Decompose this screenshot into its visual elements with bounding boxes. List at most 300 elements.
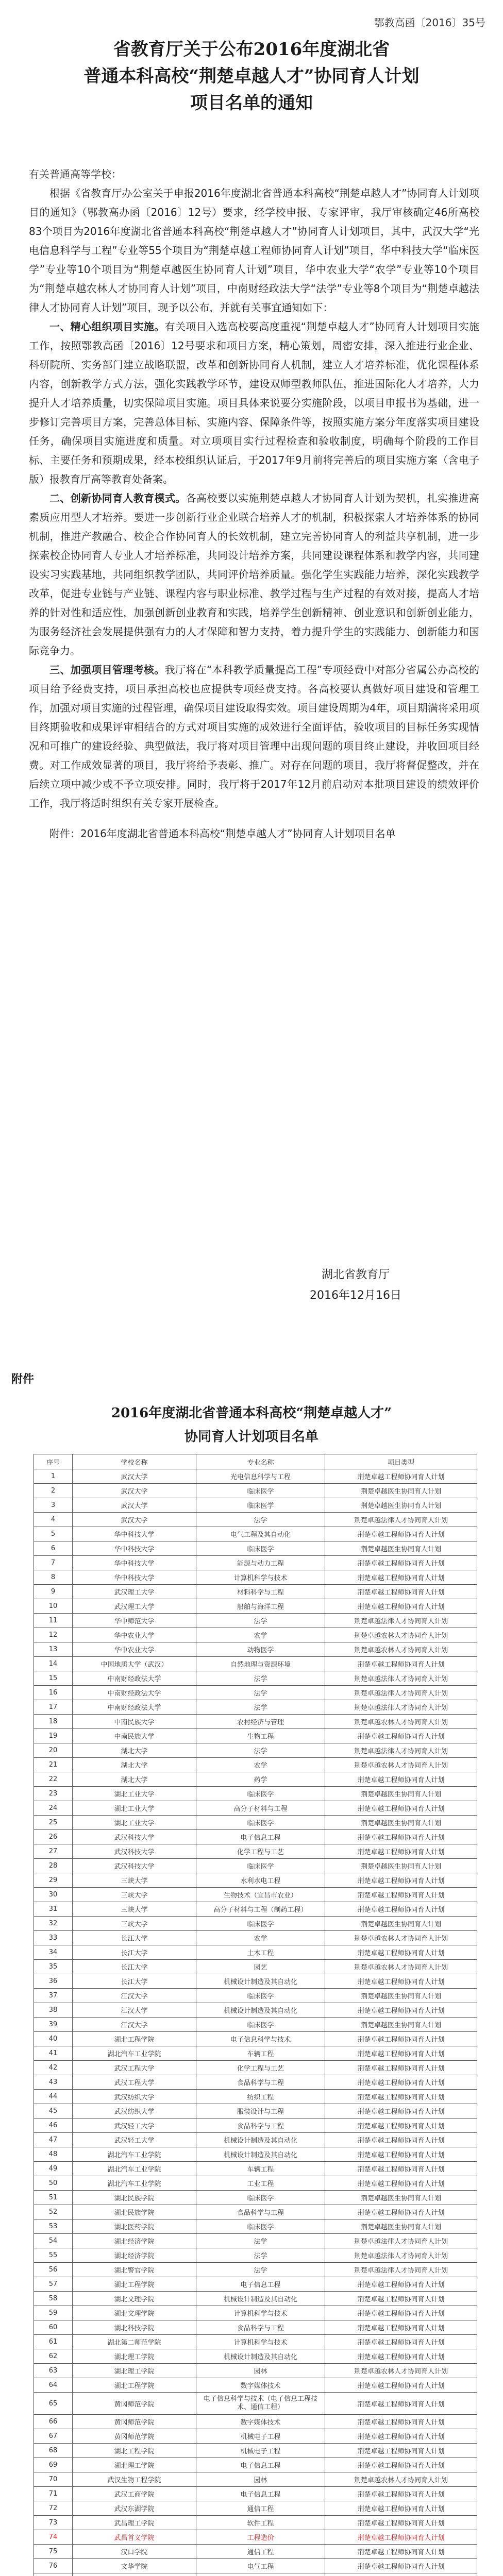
cell-number: 34 xyxy=(34,1945,73,1960)
cell-type: 荆楚卓越工程师协同育人计划 xyxy=(325,1527,477,1541)
cell-number: 52 xyxy=(34,2205,73,2219)
cell-type: 荆楚卓越工程师协同育人计划 xyxy=(325,1469,477,1484)
cell-major: 临床医学 xyxy=(196,1917,325,1931)
table-row xyxy=(34,2061,477,2075)
paragraph-model xyxy=(29,489,479,660)
cell-school: 武汉纺织大学 xyxy=(73,2104,196,2119)
cell-type: 荆楚卓越工程师协同育人计划 xyxy=(325,1902,477,1917)
table-row xyxy=(34,2104,477,2119)
cell-number: 38 xyxy=(34,2003,73,2018)
cell-number: 13 xyxy=(34,1642,73,1657)
table-row xyxy=(34,2320,477,2335)
cell-type: 荆楚卓越工程师协同育人计划 xyxy=(325,1974,477,1989)
cell-type: 荆楚卓越医生协同育人计划 xyxy=(325,1787,477,1801)
cell-school: 湖北理工学院 xyxy=(73,2364,196,2378)
cell-major: 法学 xyxy=(196,2248,325,2263)
cell-type: 荆楚卓越工程师协同育人计划 xyxy=(325,2306,477,2320)
cell-type: 荆楚卓越工程师协同育人计划 xyxy=(325,2147,477,2162)
table-title xyxy=(0,1401,503,1449)
cell-school: 湖北大学 xyxy=(73,1743,196,1758)
table-row xyxy=(34,1657,477,1671)
cell-school: 湖北理工学院 xyxy=(73,2349,196,2364)
signature-date: 2016年12月16日 xyxy=(310,1289,401,1302)
cell-number: 63 xyxy=(34,2364,73,2378)
cell-number: 48 xyxy=(34,2147,73,2162)
table-row xyxy=(34,2046,477,2061)
cell-number: 58 xyxy=(34,2292,73,2306)
cell-type: 荆楚卓越农林人才协同育人计划 xyxy=(325,2472,477,2487)
cell-major: 园林 xyxy=(196,2472,325,2487)
cell-major: 临床医学 xyxy=(196,2018,325,2032)
cell-major: 动物医学 xyxy=(196,1642,325,1657)
cell-number: 11 xyxy=(34,1614,73,1628)
cell-major: 软件工程 xyxy=(196,2516,325,2530)
cell-major: 园艺 xyxy=(196,1960,325,1974)
cell-major: 能源与动力工程 xyxy=(196,1556,325,1570)
cell-major: 工业工程 xyxy=(196,2176,325,2191)
cell-number: 68 xyxy=(34,2444,73,2458)
cell-major: 机械电子工程 xyxy=(196,2429,325,2444)
cell-school: 湖北理工学院 xyxy=(73,2458,196,2472)
cell-number: 57 xyxy=(34,2277,73,2292)
cell-type: 荆楚卓越工程师协同育人计划 xyxy=(325,2429,477,2444)
cell-type: 荆楚卓越工程师协同育人计划 xyxy=(325,2501,477,2516)
cell-major: 化学工程与工艺 xyxy=(196,2061,325,2075)
cell-school: 武汉大学 xyxy=(73,1513,196,1527)
table-row xyxy=(34,1989,477,2003)
table-row xyxy=(34,1917,477,1931)
cell-major: 电气工程 xyxy=(196,2559,325,2573)
cell-number: 41 xyxy=(34,2046,73,2061)
cell-major: 法学 xyxy=(196,1743,325,1758)
cell-type: 荆楚卓越农林人才协同育人计划 xyxy=(325,1960,477,1974)
cell-school: 武汉工程大学 xyxy=(73,2061,196,2075)
paragraph-intro-text: 根据《省教育厅办公室关于申报2016年度湖北省普通本科高校“荆楚卓越人才”协同育人计划项目的通知》（鄂教高办函〔2016〕12号）要求，经学校申报、专家评审，我厅审核确定46所高校83个项目为2016年度湖北省普通本科高校“荆楚卓越人才”协同育人计划项目，其中，武汉大学“光电信息科学与工程”专业等55个项目为“荆楚卓越工程师协同育人计划”项目，华中科技大学“临床医学”专业等10个项目为“荆楚卓越医生协同育人计划”项目，华中农业大学“农学”专业等10个项目为“荆楚卓越农林人才协同育人计划”项目，中南财经政法大学“法学”专业等8个项目为“荆楚卓越法律人才协同育人计划”项目，现予以公布，并就有关事宜通知如下： xyxy=(29,187,479,314)
cell-major: 机械设计制造及其自动化 xyxy=(196,2349,325,2364)
cell-major: 光电信息科学与工程 xyxy=(196,1469,325,1484)
cell-type: 荆楚卓越医生协同育人计划 xyxy=(325,1859,477,1873)
cell-number: 36 xyxy=(34,1974,73,1989)
cell-number: 40 xyxy=(34,2032,73,2046)
cell-type: 荆楚卓越法律人才协同育人计划 xyxy=(325,2248,477,2263)
table-row xyxy=(34,1888,477,1902)
cell-number: 42 xyxy=(34,2061,73,2075)
cell-school: 华中农业大学 xyxy=(73,1628,196,1642)
cell-type: 荆楚卓越工程师协同育人计划 xyxy=(325,2032,477,2046)
document-title xyxy=(0,36,503,116)
table-row xyxy=(34,1801,477,1816)
cell-number: 19 xyxy=(34,1729,73,1743)
title-line-2: 普通本科高校“荆楚卓越人才”协同育人计划 xyxy=(83,66,420,87)
cell-type: 荆楚卓越工程师协同育人计划 xyxy=(325,2458,477,2472)
cell-type: 荆楚卓越工程师协同育人计划 xyxy=(325,2162,477,2176)
cell-type: 荆楚卓越工程师协同育人计划 xyxy=(325,2090,477,2104)
cell-school: 武汉科技大学 xyxy=(73,1859,196,1873)
cell-major: 电子信息科学与技术 xyxy=(196,2032,325,2046)
cell-major: 法学 xyxy=(196,2263,325,2277)
cell-number: 60 xyxy=(34,2320,73,2335)
cell-number: 46 xyxy=(34,2119,73,2133)
cell-type: 荆楚卓越工程师协同育人计划 xyxy=(325,1844,477,1859)
table-row xyxy=(34,2364,477,2378)
cell-type: 荆楚卓越法律人才协同育人计划 xyxy=(325,1686,477,1700)
cell-type: 荆楚卓越工程师协同育人计划 xyxy=(325,2393,477,2415)
cell-school: 湖北汽车工业学院 xyxy=(73,2046,196,2061)
table-row xyxy=(34,2530,477,2545)
cell-major: 数字媒体技术 xyxy=(196,2378,325,2393)
cell-type: 荆楚卓越医生协同育人计划 xyxy=(325,1917,477,1931)
table-row xyxy=(34,1729,477,1743)
cell-number: 32 xyxy=(34,1917,73,1931)
cell-school: 湖北大学 xyxy=(73,1758,196,1772)
table-row xyxy=(34,1700,477,1715)
paragraph-management xyxy=(29,660,479,813)
cell-major: 临床医学 xyxy=(196,1498,325,1513)
cell-type: 荆楚卓越工程师协同育人计划 xyxy=(325,2292,477,2306)
cell-type: 荆楚卓越工程师协同育人计划 xyxy=(325,2075,477,2090)
cell-school: 武汉生物工程学院 xyxy=(73,2472,196,2487)
cell-major: 机械设计制造及其自动化 xyxy=(196,2003,325,2018)
cell-major: 食品科学与工程 xyxy=(196,2075,325,2090)
table-row xyxy=(34,1541,477,1556)
paragraph-heading: 一、精心组织项目实施。 xyxy=(49,320,165,333)
cell-number: 43 xyxy=(34,2075,73,2090)
cell-number: 28 xyxy=(34,1859,73,1873)
cell-major: 食品科学与工程 xyxy=(196,2119,325,2133)
cell-school: 湖北汽车工业学院 xyxy=(73,2176,196,2191)
cell-major: 临床医学 xyxy=(196,1541,325,1556)
cell-major: 机械设计制造及其自动化 xyxy=(196,2147,325,2162)
cell-school: 华中科技大学 xyxy=(73,1541,196,1556)
paragraph-text: 我厅将在“本科教学质量提高工程”专项经费中对部分省属公办高校的项目给予经费支持，项目承担高校也应提供专项经费支持。各高校要认真做好项目建设和管理工作，加强对项目实施的过程管理，确保项目建设取得实效。项目建设周期为4年，项目期满将采用项目终期验收和成果评审相结合的方式对项目实施的成效进行全面评估，验收项目的目标任务实现情况和可推广的建设经验、典型做法，我厅将对项目管理中出现问题的项目终止建设，并收回项目经费。对工作成效显著的项目，我厅将给予表彰、推广。对存在问题的项目，我厅将督促整改，并在后续立项中减少或不予立项安排。同时，我厅将于2017年12月前启动对本批项目建设的绩效评价工作，我厅将适时组织有关专家开展检查。 xyxy=(29,664,479,809)
cell-major: 材料科学与工程 xyxy=(196,1585,325,1599)
cell-major: 计算机科学与技术 xyxy=(196,2306,325,2320)
cell-type: 荆楚卓越法律人才协同育人计划 xyxy=(325,1743,477,1758)
cell-school: 华中科技大学 xyxy=(73,1527,196,1541)
cell-number: 21 xyxy=(34,1758,73,1772)
cell-school: 湖北工业大学 xyxy=(73,1816,196,1830)
cell-major: 临床医学 xyxy=(196,2219,325,2234)
table-header-row xyxy=(34,1454,477,1469)
cell-major: 高分子材料与工程（制药工程） xyxy=(196,1902,325,1917)
cell-major: 电气工程及其自动化 xyxy=(196,1527,325,1541)
cell-number: 5 xyxy=(34,1527,73,1541)
cell-number: 47 xyxy=(34,2133,73,2147)
table-row xyxy=(34,2248,477,2263)
table-row xyxy=(34,1945,477,1960)
cell-major: 水利水电工程 xyxy=(196,1873,325,1888)
table-row xyxy=(34,1628,477,1642)
cell-type: 荆楚卓越法律人才协同育人计划 xyxy=(325,1614,477,1628)
project-list-table xyxy=(33,1454,477,2576)
cell-number: 18 xyxy=(34,1715,73,1729)
cell-number: 33 xyxy=(34,1931,73,1945)
cell-type: 荆楚卓越工程师协同育人计划 xyxy=(325,1873,477,1888)
cell-type: 荆楚卓越工程师协同育人计划 xyxy=(325,1657,477,1671)
table-row xyxy=(34,1931,477,1945)
cell-type: 荆楚卓越工程师协同育人计划 xyxy=(325,2516,477,2530)
table-row xyxy=(34,2516,477,2530)
table-row xyxy=(34,1484,477,1498)
table-row xyxy=(34,2501,477,2516)
cell-school: 武汉工程大学 xyxy=(73,2075,196,2090)
cell-school: 湖北第二师范学院 xyxy=(73,2335,196,2349)
cell-number: 27 xyxy=(34,1844,73,1859)
table-row xyxy=(34,2292,477,2306)
cell-type xyxy=(325,2573,477,2576)
cell-type: 荆楚卓越工程师协同育人计划 xyxy=(325,2320,477,2335)
cell-type: 荆楚卓越工程师协同育人计划 xyxy=(325,2176,477,2191)
cell-school: 江汉大学 xyxy=(73,2003,196,2018)
cell-major: 法学 xyxy=(196,1700,325,1715)
table-row xyxy=(34,1513,477,1527)
cell-school: 湖北文理学院 xyxy=(73,2292,196,2306)
cell-number: 75 xyxy=(34,2545,73,2559)
cell-major: 车辆工程 xyxy=(196,2162,325,2176)
cell-type: 荆楚卓越工程师协同育人计划 xyxy=(325,1585,477,1599)
cell-school: 黄冈师范学院 xyxy=(73,2429,196,2444)
cell-type: 荆楚卓越工程师协同育人计划 xyxy=(325,2003,477,2018)
header-type: 项目类型 xyxy=(325,1454,477,1469)
table-row xyxy=(34,2090,477,2104)
cell-major: 电子信息工程 xyxy=(196,1830,325,1844)
cell-school: 长江大学 xyxy=(73,1945,196,1960)
cell-school: 武汉理工大学 xyxy=(73,1599,196,1614)
cell-number: 67 xyxy=(34,2429,73,2444)
cell-school: 武昌理工学院 xyxy=(73,2516,196,2530)
cell-number: 1 xyxy=(34,1469,73,1484)
cell-major: 船舶与海洋工程 xyxy=(196,1599,325,1614)
cell-number: 25 xyxy=(34,1816,73,1830)
cell-number: 64 xyxy=(34,2378,73,2393)
paragraph-intro xyxy=(29,184,479,317)
table-row xyxy=(34,1960,477,1974)
cell-school: 武昌首义学院 xyxy=(73,2530,196,2545)
cell-type: 荆楚卓越工程师协同育人计划 xyxy=(325,1599,477,1614)
table-row xyxy=(34,1498,477,1513)
cell-number: 17 xyxy=(34,1700,73,1715)
cell-number: 50 xyxy=(34,2176,73,2191)
cell-major: 机械设计制造及其自动化 xyxy=(196,2133,325,2147)
cell-major: 机械电子工程 xyxy=(196,2444,325,2458)
table-row xyxy=(34,1642,477,1657)
cell-number: 16 xyxy=(34,1686,73,1700)
table-row xyxy=(34,2429,477,2444)
cell-school: 中南财经政法大学 xyxy=(73,1700,196,1715)
cell-type: 荆楚卓越工程师协同育人计划 xyxy=(325,2487,477,2501)
table-row xyxy=(34,2032,477,2046)
cell-number: 73 xyxy=(34,2516,73,2530)
table-row xyxy=(34,2277,477,2292)
paragraph-text: 有关项目入选高校要高度重视“荆楚卓越人才”协同育人计划项目实施工作，按照鄂教高函〔2016〕12号要求和项目方案，精心策划，周密安排，深入推进行业企业、科研院所、实务部门建立战略联盟，改革和创新协同育人机制，建立人才培养标准，优化课程体系内容，创新教学方式方法，强化实践教学环节，建设双师型教师队伍，推进国际化人才培养，大力提升人才培养质量，切实保障项目实施。项目具体来说要分实施阶段，以项目申报书为基础，进一步修订完善项目方案，完善总体目标、实施内容、保障条件等，按照实施方案分年度落实项目建设任务，确保项目实施进度和质量。对立项项目实行过程检查和验收制度，明确每个阶段的工作目标、主要任务和预期成果，经本校组织认证后，于2017年9月前将完善后的项目实施方案（含电子版）报教育厅高等教育处备案。 xyxy=(29,320,479,485)
cell-number: 53 xyxy=(34,2219,73,2234)
cell-school: 黄冈师范学院 xyxy=(73,2393,196,2415)
cell-type: 荆楚卓越农林人才协同育人计划 xyxy=(325,1931,477,1945)
cell-type: 荆楚卓越工程师协同育人计划 xyxy=(325,2104,477,2119)
cell-major: 临床医学 xyxy=(196,1484,325,1498)
table-row xyxy=(34,1671,477,1686)
cell-number: 31 xyxy=(34,1902,73,1917)
cell-major: 临床医学 xyxy=(196,1816,325,1830)
cell-major: 高分子材料与工程 xyxy=(196,1801,325,1816)
cell-school: 三峡大学 xyxy=(73,1873,196,1888)
cell-type: 荆楚卓越工程师协同育人计划 xyxy=(325,1830,477,1844)
cell-number: 54 xyxy=(34,2234,73,2248)
table-row xyxy=(34,1743,477,1758)
cell-major: 工程造价 xyxy=(196,2530,325,2545)
cell-school: 文华学院 xyxy=(73,2559,196,2573)
cell-school: 湖北大学 xyxy=(73,1772,196,1787)
cell-number: 14 xyxy=(34,1657,73,1671)
cell-school: 江汉大学 xyxy=(73,2018,196,2032)
cell-major: 通信工程 xyxy=(196,2545,325,2559)
table-row xyxy=(34,2335,477,2349)
table-row xyxy=(34,2219,477,2234)
cell-school: 武汉大学 xyxy=(73,1484,196,1498)
cell-type: 荆楚卓越医生协同育人计划 xyxy=(325,2018,477,2032)
cell-type: 荆楚卓越工程师协同育人计划 xyxy=(325,2378,477,2393)
cell-major: 食品科学与工程 xyxy=(196,2320,325,2335)
cell-type: 荆楚卓越法律人才协同育人计划 xyxy=(325,2263,477,2277)
cell-major: 计算机科学与技术 xyxy=(196,2335,325,2349)
table-row xyxy=(34,2306,477,2320)
table-row xyxy=(34,1859,477,1873)
table-row xyxy=(34,1787,477,1801)
cell-type: 荆楚卓越工程师协同育人计划 xyxy=(325,2444,477,2458)
table-row xyxy=(34,1527,477,1541)
cell-school: 湖北民族学院 xyxy=(73,2191,196,2205)
cell-number: 71 xyxy=(34,2487,73,2501)
cell-type: 荆楚卓越农林人才协同育人计划 xyxy=(325,1628,477,1642)
cell-school: 中国地质大学（武汉） xyxy=(73,1657,196,1671)
cell-number: 20 xyxy=(34,1743,73,1758)
cell-school: 武汉科技大学 xyxy=(73,1830,196,1844)
cell-type: 荆楚卓越医生协同育人计划 xyxy=(325,1498,477,1513)
cell-major: 药学 xyxy=(196,1772,325,1787)
cell-school: 长江大学 xyxy=(73,1974,196,1989)
table-row xyxy=(34,1830,477,1844)
cell-school: 三峡大学 xyxy=(73,1917,196,1931)
cell-major: 纺织工程 xyxy=(196,2090,325,2104)
cell-number: 44 xyxy=(34,2090,73,2104)
cell-major: 电子信息工程 xyxy=(196,2458,325,2472)
cell-type: 荆楚卓越法律人才协同育人计划 xyxy=(325,1671,477,1686)
cell-number: 4 xyxy=(34,1513,73,1527)
cell-type: 荆楚卓越医生协同育人计划 xyxy=(325,1816,477,1830)
cell-major: 生物工程 xyxy=(196,1729,325,1743)
cell-major: 临床医学 xyxy=(196,1787,325,1801)
cell-school: 湖北工程学院 xyxy=(73,2444,196,2458)
cell-school: 湖北医药学院 xyxy=(73,2219,196,2234)
cell-number: 70 xyxy=(34,2472,73,2487)
cell-type: 荆楚卓越工程师协同育人计划 xyxy=(325,1888,477,1902)
cell-major: 化学工程与工艺 xyxy=(196,1844,325,1859)
cell-number: 26 xyxy=(34,1830,73,1844)
cell-type: 荆楚卓越法律人才协同育人计划 xyxy=(325,1513,477,1527)
cell-number: 65 xyxy=(34,2393,73,2415)
signature-org: 湖北省教育厅 xyxy=(321,1268,390,1281)
cell-school: 湖北工业大学 xyxy=(73,1787,196,1801)
cell-number: 9 xyxy=(34,1585,73,1599)
table-row xyxy=(34,2176,477,2191)
table-row xyxy=(34,2458,477,2472)
cell-school: 武汉大学 xyxy=(73,1498,196,1513)
cell-major: 农村经济与管理 xyxy=(196,1715,325,1729)
table-row xyxy=(34,1772,477,1787)
cell-type: 荆楚卓越工程师协同育人计划 xyxy=(325,2545,477,2559)
cell-major: 土木工程 xyxy=(196,1945,325,1960)
cell-type: 荆楚卓越工程师协同育人计划 xyxy=(325,2349,477,2364)
table-title-line-1: 2016年度湖北省普通本科高校“荆楚卓越人才” xyxy=(111,1405,392,1421)
cell-school: 三峡大学 xyxy=(73,1888,196,1902)
cell-type: 荆楚卓越法律人才协同育人计划 xyxy=(325,1700,477,1715)
cell-major: 机械设计制造及其自动化 xyxy=(196,2292,325,2306)
cell-school: 中南财经政法大学 xyxy=(73,1671,196,1686)
cell-type: 荆楚卓越工程师协同育人计划 xyxy=(325,1729,477,1743)
cell-major: 车辆工程 xyxy=(196,2046,325,2061)
table-title-line-2: 协同育人计划项目名单 xyxy=(184,1429,318,1445)
cell-number: 59 xyxy=(34,2306,73,2320)
cell-school: 湖北工程学院 xyxy=(73,2378,196,2393)
cell-number: 61 xyxy=(34,2335,73,2349)
table-row xyxy=(34,2205,477,2219)
cell-major: 法学 xyxy=(196,1686,325,1700)
table-row xyxy=(34,1758,477,1772)
cell-type: 荆楚卓越农林人才协同育人计划 xyxy=(325,1758,477,1772)
table-row xyxy=(34,2147,477,2162)
cell-school: 湖北经济学院 xyxy=(73,2248,196,2263)
cell-school: 湖北汽车工业学院 xyxy=(73,2162,196,2176)
table-row xyxy=(34,2472,477,2487)
cell-number: 45 xyxy=(34,2104,73,2119)
title-line-1: 省教育厅关于公布2016年度湖北省 xyxy=(113,39,390,60)
table-row xyxy=(34,1844,477,1859)
table-row xyxy=(34,2349,477,2364)
paragraph-heading: 二、创新协同育人教育模式。 xyxy=(49,492,186,504)
cell-major: 法学 xyxy=(196,1513,325,1527)
cell-major: 计算机科学与技术 xyxy=(196,1570,325,1585)
cell-school: 湖北文理学院 xyxy=(73,2306,196,2320)
cell-number: 62 xyxy=(34,2349,73,2364)
cell-type: 荆楚卓越工程师协同育人计划 xyxy=(325,2061,477,2075)
cell-major: 数字媒体技术 xyxy=(196,2415,325,2429)
cell-major: 农学 xyxy=(196,1758,325,1772)
document-number: 鄂教高函〔2016〕35号 xyxy=(374,16,485,29)
cell-school: 长江大学 xyxy=(73,1960,196,1974)
cell-school: 中南民族大学 xyxy=(73,1715,196,1729)
cell-major: 生物技术（宜昌市农业） xyxy=(196,1888,325,1902)
cell-major: 农学 xyxy=(196,1931,325,1945)
cell-type: 荆楚卓越农林人才协同育人计划 xyxy=(325,1715,477,1729)
cell-major: 自然地理与资源环境 xyxy=(196,1657,325,1671)
paragraph-heading: 三、加强项目管理考核。 xyxy=(49,664,165,676)
cell-major: 法学 xyxy=(196,1671,325,1686)
cell-number: 66 xyxy=(34,2415,73,2429)
cell-major: 法学 xyxy=(196,2234,325,2248)
cell-number: 6 xyxy=(34,1541,73,1556)
table-row xyxy=(34,1585,477,1599)
cell-school: 武汉理工大学 xyxy=(73,1585,196,1599)
cell-type: 荆楚卓越工程师协同育人计划 xyxy=(325,1556,477,1570)
table-row xyxy=(34,2263,477,2277)
cell-school: 黄冈师范学院 xyxy=(73,2415,196,2429)
cell-school: 湖北工业大学 xyxy=(73,1801,196,1816)
table-row xyxy=(34,1614,477,1628)
annex-label: 附件 xyxy=(11,1373,35,1386)
cell-number: 3 xyxy=(34,1498,73,1513)
cell-type: 荆楚卓越工程师协同育人计划 xyxy=(325,2205,477,2219)
cell-number: 35 xyxy=(34,1960,73,1974)
